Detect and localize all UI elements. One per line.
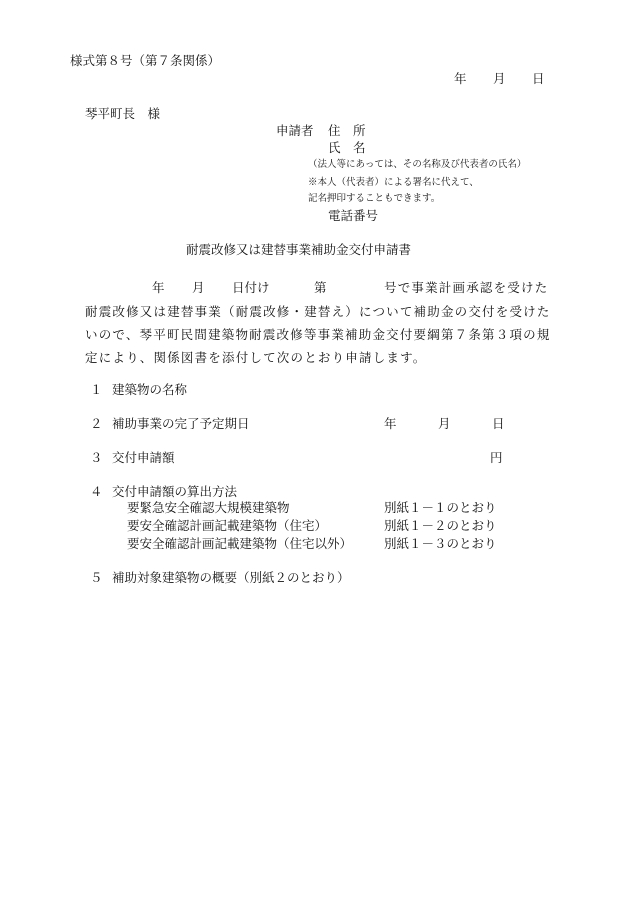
amount-unit: 円 <box>490 450 503 465</box>
body-line3: いので、琴平町民間建築物耐震改修等事業補助金交付要綱第７条第３項の規 <box>85 327 551 342</box>
item-number: ５ <box>90 570 103 585</box>
completion-year: 年 <box>384 416 397 431</box>
body-line2: 耐震改修又は建替事業（耐震改修・建替え）について補助金の交付を受けた <box>85 304 551 319</box>
date-month: 月 <box>493 71 506 86</box>
form-number: 様式第８号（第７条関係） <box>70 53 221 68</box>
signature-note-1: ※本人（代表者）による署名に代えて、 <box>308 177 479 188</box>
subitem-ref: 別紙１－３のとおり <box>384 536 497 551</box>
body-line1-rest: 号で事業計画承認を受けた <box>384 280 549 295</box>
body-no: 第 <box>314 280 327 295</box>
item-label: 交付申請額の算出方法 <box>112 484 238 499</box>
applicant-label: 申請者 <box>276 123 314 138</box>
body-date: 日付け <box>232 280 270 295</box>
document-title: 耐震改修又は建替事業補助金交付申請書 <box>186 242 412 257</box>
completion-day: 日 <box>492 416 505 431</box>
item-number: １ <box>90 382 103 397</box>
subitem-label: 要緊急安全確認大規模建築物 <box>127 500 290 515</box>
item-label: 建築物の名称 <box>112 382 188 397</box>
subitem-ref: 別紙１－１のとおり <box>384 500 497 515</box>
corporation-note: （法人等にあっては、その名称及び代表者の氏名） <box>308 159 527 170</box>
body-month: 月 <box>192 280 205 295</box>
item-label: 交付申請額 <box>112 450 175 465</box>
subitem-label: 要安全確認計画記載建築物（住宅以外） <box>127 536 353 551</box>
addressee: 琴平町長 様 <box>85 106 161 121</box>
signature-note-2: 記名押印することもできます。 <box>308 193 441 204</box>
item-label: 補助対象建築物の概要（別紙２のとおり） <box>112 570 350 585</box>
phone-label: 電話番号 <box>328 208 379 223</box>
item-number: ２ <box>90 416 103 431</box>
body-line4: 定により、関係図書を添付して次のとおり申請します。 <box>85 350 427 365</box>
item-number: ４ <box>90 484 103 499</box>
date-year: 年 <box>454 71 467 86</box>
completion-month: 月 <box>438 416 451 431</box>
body-year: 年 <box>152 280 165 295</box>
subitem-ref: 別紙１－２のとおり <box>384 518 497 533</box>
name-label: 氏 名 <box>328 140 366 155</box>
address-label: 住 所 <box>328 123 366 138</box>
item-number: ３ <box>90 450 103 465</box>
date-day: 日 <box>532 71 545 86</box>
subitem-label: 要安全確認計画記載建築物（住宅） <box>127 518 328 533</box>
item-label: 補助事業の完了予定期日 <box>112 416 250 431</box>
